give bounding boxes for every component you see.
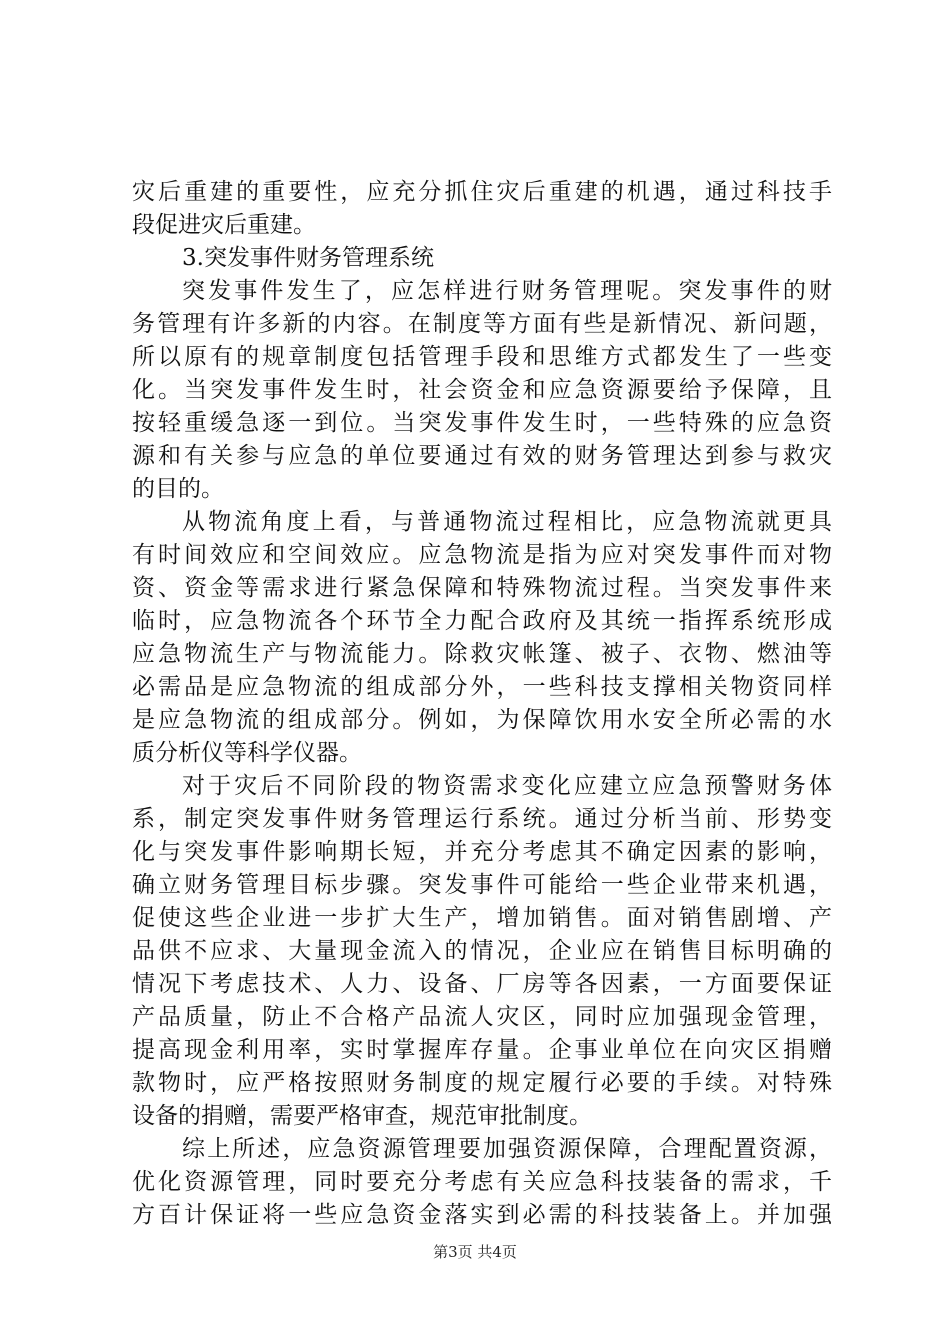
body-text-line: 对于灾后不同阶段的物资需求变化应建立应急预警财务体 [182, 773, 832, 799]
body-text-line: 优化资源管理，同时要充分考虑有关应急科技装备的需求，千 [132, 1169, 832, 1195]
body-text-line: 情况下考虑技术、人力、设备、厂房等各因素，一方面要保证 [132, 971, 832, 997]
body-text-line: 有时间效应和空间效应。应急物流是指为应对突发事件而对物 [132, 542, 832, 568]
body-text-line: 提高现金利用率，实时掌握库存量。企事业单位在向灾区捐赠 [132, 1037, 832, 1063]
body-text-line: 化。当突发事件发生时，社会资金和应急资源要给予保障，且 [132, 377, 832, 403]
body-text-line: 源和有关参与应急的单位要通过有效的财务管理达到参与救灾 [132, 443, 832, 469]
body-text-line: 按轻重缓急逐一到位。当突发事件发生时，一些特殊的应急资 [132, 410, 832, 436]
body-text-line: 化与突发事件影响期长短，并充分考虑其不确定因素的影响， [132, 839, 832, 865]
body-text-line: 是应急物流的组成部分。例如，为保障饮用水安全所必需的水 [132, 707, 832, 733]
body-text-line: 的目的。 [132, 476, 224, 502]
section-heading: 3.突发事件财务管理系统 [182, 245, 434, 271]
body-text-line: 灾后重建的重要性，应充分抓住灾后重建的机遇，通过科技手 [132, 179, 832, 205]
body-text-line: 方百计保证将一些应急资金落实到必需的科技装备上。并加强 [132, 1202, 832, 1228]
body-text-line: 临时，应急物流各个环节全力配合政府及其统一指挥系统形成 [132, 608, 832, 634]
body-text-line: 品供不应求、大量现金流入的情况，企业应在销售目标明确的 [132, 938, 832, 964]
body-text-line: 质分析仪等科学仪器。 [132, 740, 362, 766]
page-number-footer: 第3页 共4页 [433, 1243, 517, 1261]
body-text-line: 款物时，应严格按照财务制度的规定履行必要的手续。对特殊 [132, 1070, 832, 1096]
body-text-line: 确立财务管理目标步骤。突发事件可能给一些企业带来机遇， [132, 872, 832, 898]
body-text-line: 突发事件发生了，应怎样进行财务管理呢。突发事件的财 [182, 278, 832, 304]
body-text-line: 促使这些企业进一步扩大生产，增加销售。面对销售剧增、产 [132, 905, 832, 931]
body-text-line: 从物流角度上看，与普通物流过程相比，应急物流就更具 [182, 509, 832, 535]
body-text-line: 设备的捐赠，需要严格审查，规范审批制度。 [132, 1103, 592, 1129]
body-text-line: 资、资金等需求进行紧急保障和特殊物流过程。当突发事件来 [132, 575, 832, 601]
body-text-line: 务管理有许多新的内容。在制度等方面有些是新情况、新问题， [132, 311, 832, 337]
body-text-line: 段促进灾后重建。 [132, 212, 316, 238]
body-text-line: 应急物流生产与物流能力。除救灾帐篷、被子、衣物、燃油等 [132, 641, 832, 667]
body-text-line: 产品质量，防止不合格产品流人灾区，同时应加强现金管理， [132, 1004, 832, 1030]
body-text-line: 所以原有的规章制度包括管理手段和思维方式都发生了一些变 [132, 344, 832, 370]
body-text-line: 系，制定突发事件财务管理运行系统。通过分析当前、形势变 [132, 806, 832, 832]
body-text-line: 综上所述，应急资源管理要加强资源保障，合理配置资源， [182, 1136, 832, 1162]
body-text-line: 必需品是应急物流的组成部分外，一些科技支撑相关物资同样 [132, 674, 832, 700]
